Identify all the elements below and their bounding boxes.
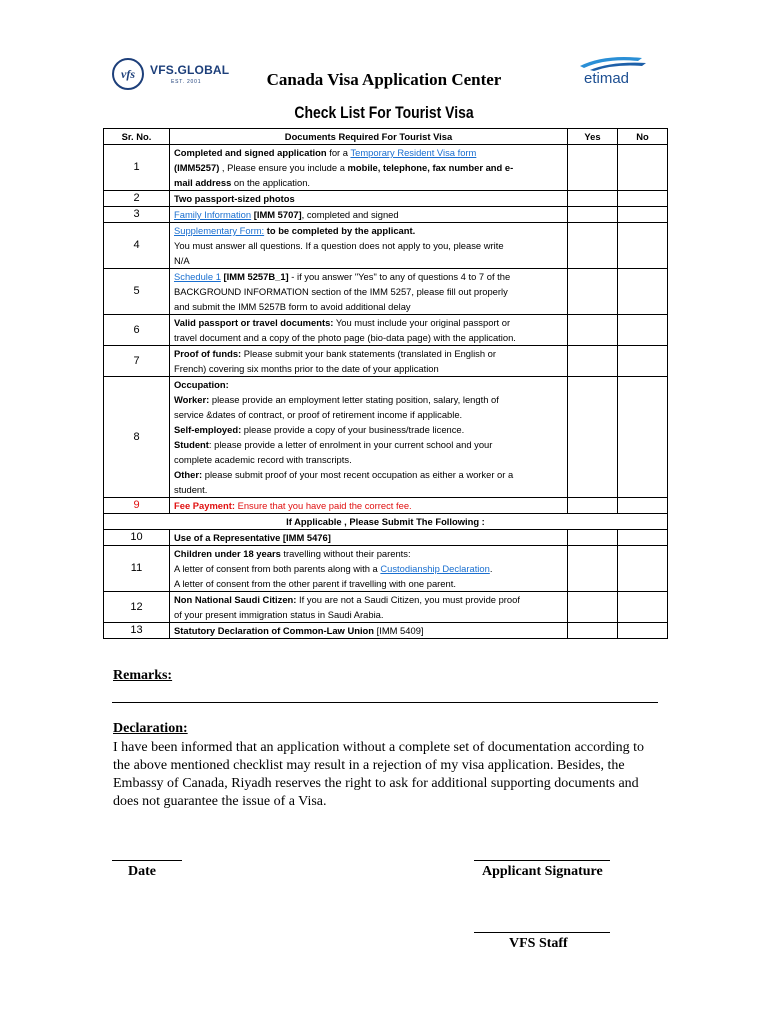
description-text: service &dates of contract, or proof of retirement income if applicable. [174, 409, 463, 420]
description-line [174, 498, 563, 513]
vfs-logo-subtext: EST. 2001 [171, 79, 202, 85]
description-text: Non National Saudi Citizen: [174, 594, 297, 605]
yes-checkbox-cell[interactable] [568, 315, 618, 346]
document-description [170, 207, 568, 223]
description-line [174, 607, 563, 622]
yes-checkbox-cell[interactable] [568, 592, 618, 623]
description-text: Children under 18 years [174, 548, 281, 559]
checklist-table [103, 128, 668, 639]
description-text: travelling without their parents: [280, 548, 411, 559]
document-description [170, 145, 568, 191]
form-link[interactable]: Supplementary Form: [174, 225, 265, 236]
declaration-text: I have been informed that an application without a complete set of documentation according to the above mentioned checklist may result in a rejection of my visa application. Besides, the Embassy of Canada, Riyadh reserves the right to ask for additional supporting documents and does not guarantee the issue of a Visa. [113, 740, 645, 809]
document-description [170, 498, 568, 514]
description-text: Use of a Representative [174, 532, 281, 543]
description-line [174, 530, 563, 545]
col-header-no: No [618, 129, 668, 145]
description-line [174, 361, 563, 376]
row-number: 5 [104, 269, 170, 315]
description-text: please provide an employment letter stating position, salary, length of [209, 394, 499, 405]
description-line [174, 592, 563, 607]
table-row [104, 346, 668, 377]
table-header-row [104, 129, 668, 145]
description-text: Completed and signed application [174, 147, 327, 158]
description-text: Student [174, 439, 209, 450]
declaration-heading: Declaration: [113, 721, 188, 736]
description-line [174, 253, 563, 268]
description-text: on the application. [231, 177, 311, 188]
yes-checkbox-cell[interactable] [568, 623, 618, 639]
row-number: 6 [104, 315, 170, 346]
description-line [174, 330, 563, 345]
etimad-swoosh-icon [576, 52, 656, 72]
row-number: 9 [104, 498, 170, 514]
description-text: for a [326, 147, 351, 158]
description-text: , Please ensure you include a [219, 162, 348, 173]
section-heading-row [104, 514, 668, 530]
applicant-signature-line[interactable] [474, 860, 610, 861]
yes-checkbox-cell[interactable] [568, 145, 618, 191]
description-text: Other: [174, 469, 203, 480]
vfs-logo-text: VFS.GLOBAL [150, 63, 230, 77]
description-line [174, 576, 563, 591]
description-text: student. [174, 484, 208, 495]
description-line [174, 284, 563, 299]
no-checkbox-cell[interactable] [618, 269, 668, 315]
description-line [174, 191, 563, 206]
description-text: BACKGROUND INFORMATION section of the IMM 5257, please fill out properly [174, 286, 508, 297]
description-text: [IMM 5707] [251, 209, 302, 220]
document-description [170, 269, 568, 315]
yes-checkbox-cell[interactable] [568, 269, 618, 315]
yes-checkbox-cell[interactable] [568, 191, 618, 207]
no-checkbox-cell[interactable] [618, 592, 668, 623]
form-link[interactable]: Schedule 1 [174, 271, 221, 282]
remarks-line[interactable] [112, 702, 658, 703]
description-text: mobile, telephone, fax number and e- [347, 162, 514, 173]
yes-checkbox-cell[interactable] [568, 207, 618, 223]
applicant-signature-label: Applicant Signature [482, 864, 603, 879]
document-description [170, 315, 568, 346]
col-header-yes: Yes [568, 129, 618, 145]
date-label: Date [128, 864, 156, 879]
row-number: 8 [104, 377, 170, 498]
no-checkbox-cell[interactable] [618, 377, 668, 498]
description-text: , completed and signed [301, 209, 399, 220]
description-line [174, 452, 563, 467]
vfs-staff-label: VFS Staff [509, 936, 568, 951]
table-row [104, 145, 668, 191]
table-row [104, 623, 668, 639]
col-header-sr-no: Sr. No. [104, 129, 170, 145]
description-text: - if you answer "Yes" to any of questions 4 to 7 of the [288, 271, 511, 282]
no-checkbox-cell[interactable] [618, 315, 668, 346]
description-line [174, 437, 563, 452]
description-text: Fee Payment: [174, 500, 235, 511]
description-line [174, 160, 563, 175]
form-link[interactable]: Custodianship Declaration [380, 563, 490, 574]
description-line [174, 482, 563, 497]
description-text: N/A [174, 255, 190, 266]
description-line [174, 269, 563, 284]
description-text: and submit the IMM 5257B form to avoid additional delay [174, 301, 411, 312]
table-row [104, 546, 668, 592]
page-subtitle: Check List For Tourist Visa [294, 103, 474, 122]
description-text: : please provide a letter of enrolment in your current school and your [208, 439, 493, 450]
col-header-documents: Documents Required For Tourist Visa [170, 129, 568, 145]
description-line [174, 467, 563, 482]
description-text: (IMM5257) [174, 162, 220, 173]
description-text: A letter of consent from both parents along with a [174, 563, 381, 574]
description-text: Please submit your bank statements (translated in English or [241, 348, 497, 359]
table-row [104, 315, 668, 346]
description-line [174, 299, 563, 314]
description-line [174, 422, 563, 437]
no-checkbox-cell[interactable] [618, 145, 668, 191]
document-description [170, 530, 568, 546]
description-line [174, 238, 563, 253]
description-line [174, 377, 563, 392]
description-text: travel document and a copy of the photo page (bio-data page) with the application. [174, 332, 516, 343]
no-checkbox-cell[interactable] [618, 223, 668, 269]
vfs-staff-line[interactable] [474, 932, 610, 933]
vfs-logo-mark: vfs [112, 58, 144, 90]
no-checkbox-cell[interactable] [618, 546, 668, 592]
table-row [104, 377, 668, 498]
row-number: 11 [104, 546, 170, 592]
row-number: 2 [104, 191, 170, 207]
etimad-logo-text: etimad [584, 70, 630, 87]
row-number: 3 [104, 207, 170, 223]
description-line [174, 407, 563, 422]
document-description [170, 623, 568, 639]
description-text: Valid passport or travel documents: [174, 317, 334, 328]
document-description [170, 346, 568, 377]
description-text: [IMM 5476] [280, 532, 331, 543]
description-line [174, 315, 563, 330]
yes-checkbox-cell[interactable] [568, 377, 618, 498]
yes-checkbox-cell[interactable] [568, 546, 618, 592]
description-text: [IMM 5409] [374, 625, 424, 636]
document-description [170, 377, 568, 498]
row-number: 13 [104, 623, 170, 639]
document-description [170, 223, 568, 269]
description-text: [IMM 5257B_1] [220, 271, 289, 282]
form-link[interactable]: Family Information [174, 209, 252, 220]
no-checkbox-cell[interactable] [618, 191, 668, 207]
description-text: Ensure that you have paid the correct fee. [234, 500, 412, 511]
description-line [174, 392, 563, 407]
description-line [174, 145, 563, 160]
description-text: You must answer all questions. If a question does not apply to you, please write [174, 240, 504, 251]
no-checkbox-cell[interactable] [618, 498, 668, 514]
description-text: If you are not a Saudi Citizen, you must provide proof [296, 594, 520, 605]
row-number: 1 [104, 145, 170, 191]
description-line [174, 546, 563, 561]
document-description [170, 191, 568, 207]
description-text: French) covering six months prior to the date of your application [174, 363, 439, 374]
table-row [104, 592, 668, 623]
description-text: please provide a copy of your business/trade licence. [241, 424, 465, 435]
description-text: Proof of funds: [174, 348, 242, 359]
description-text: Worker: [174, 394, 210, 405]
description-line [174, 623, 563, 638]
description-line [174, 223, 563, 238]
row-number: 10 [104, 530, 170, 546]
no-checkbox-cell[interactable] [618, 346, 668, 377]
form-link[interactable]: Temporary Resident Visa form [350, 147, 477, 158]
description-text: to be completed by the applicant. [264, 225, 416, 236]
yes-checkbox-cell[interactable] [568, 346, 618, 377]
description-text: of your present immigration status in Saudi Arabia. [174, 609, 384, 620]
row-number: 7 [104, 346, 170, 377]
description-line [174, 207, 563, 222]
page-title: Canada Visa Application Center [266, 70, 502, 89]
table-row [104, 269, 668, 315]
row-number: 4 [104, 223, 170, 269]
description-text: You must include your original passport or [333, 317, 511, 328]
description-line [174, 175, 563, 190]
table-row [104, 223, 668, 269]
table-row [104, 498, 668, 514]
description-text: . [489, 563, 493, 574]
yes-checkbox-cell[interactable] [568, 530, 618, 546]
description-line [174, 346, 563, 361]
remarks-label: Remarks: [113, 668, 173, 683]
description-text: Occupation: [174, 379, 229, 390]
description-text: complete academic record with transcripts. [174, 454, 352, 465]
description-text: Two passport-sized photos [174, 193, 295, 204]
row-number: 12 [104, 592, 170, 623]
section-heading: If Applicable , Please Submit The Following : [104, 514, 668, 530]
yes-checkbox-cell[interactable] [568, 498, 618, 514]
table-row [104, 207, 668, 223]
document-description [170, 546, 568, 592]
document-description [170, 592, 568, 623]
table-row [104, 191, 668, 207]
description-text: Statutory Declaration of Common-Law Union [174, 625, 375, 636]
table-row [104, 530, 668, 546]
description-text: Self-employed: [174, 424, 242, 435]
yes-checkbox-cell[interactable] [568, 223, 618, 269]
description-text: mail address [174, 177, 232, 188]
no-checkbox-cell[interactable] [618, 530, 668, 546]
no-checkbox-cell[interactable] [618, 207, 668, 223]
description-text: please submit proof of your most recent occupation as either a worker or a [202, 469, 514, 480]
date-line[interactable] [112, 860, 182, 861]
no-checkbox-cell[interactable] [618, 623, 668, 639]
description-text: A letter of consent from the other parent if travelling with one parent. [174, 578, 456, 589]
description-line [174, 561, 563, 576]
